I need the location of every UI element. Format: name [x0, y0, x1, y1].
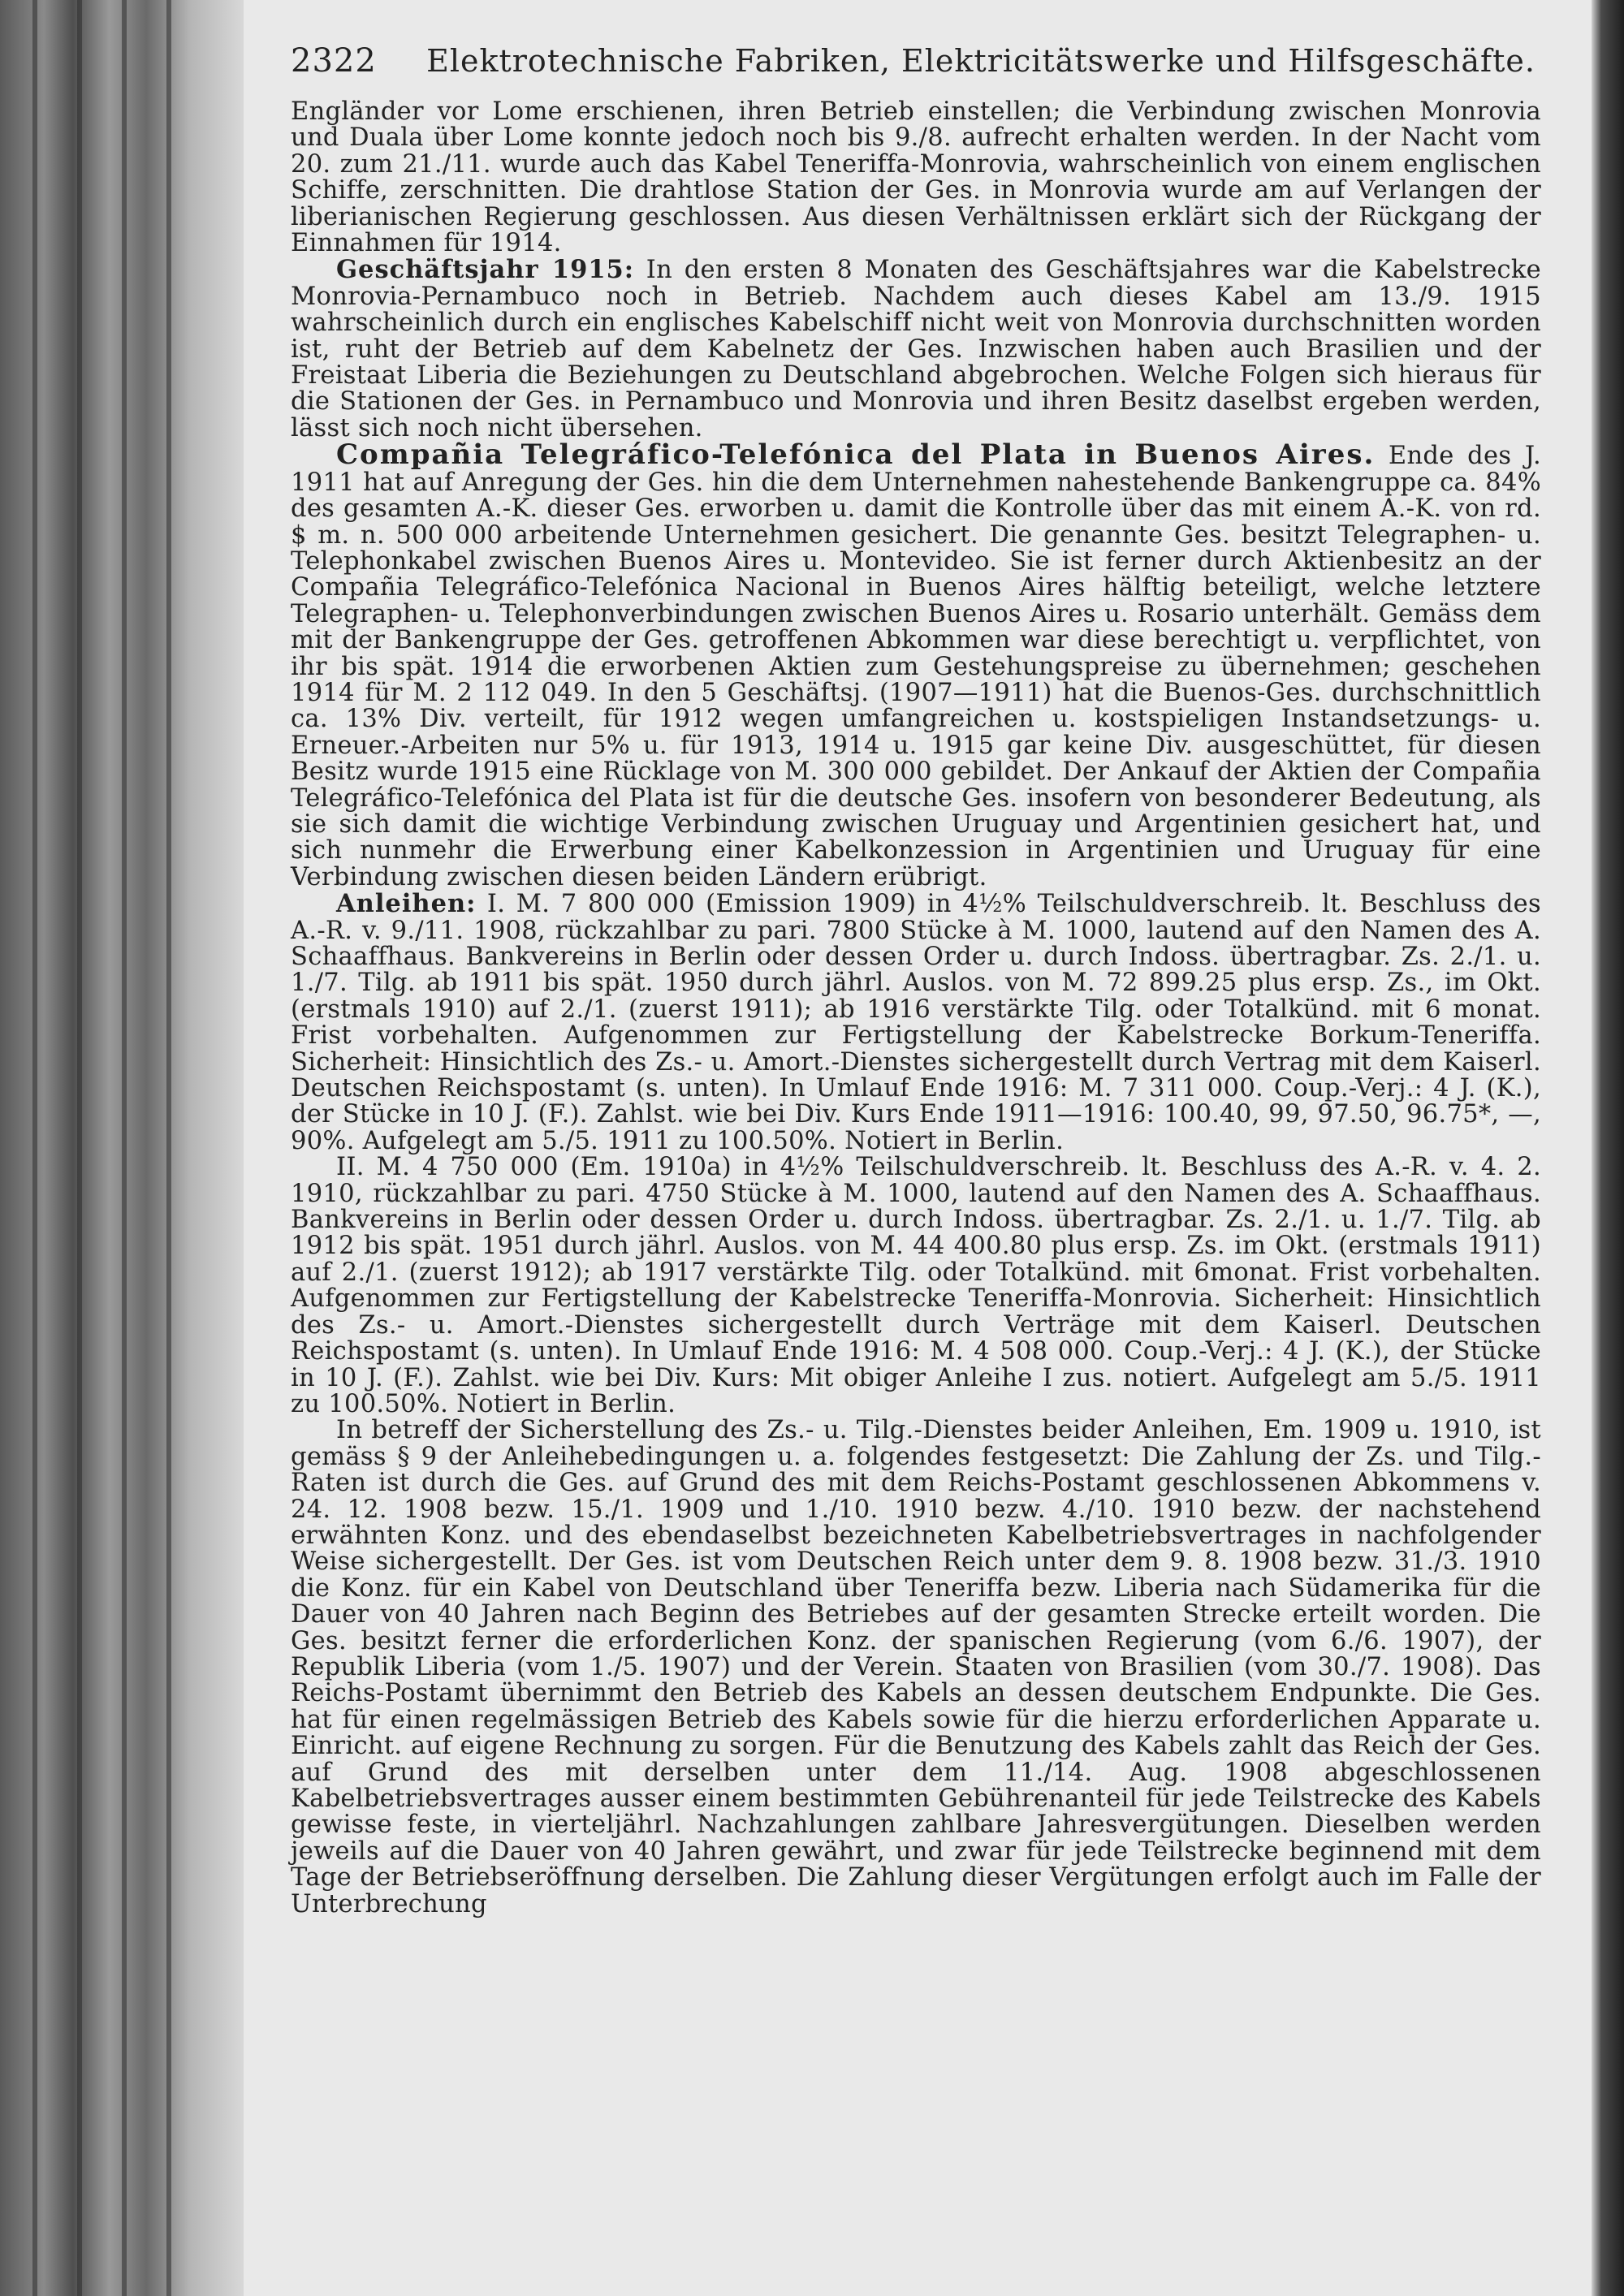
- paragraph-text: Engländer vor Lome erschienen, ihren Betrieb einstellen; die Verbindung zwischen Monrovia und Duala über Lome konnte jedoch noch bis 9./8. aufrecht erhalten werden. In der Nacht vom 20. zum 21./11. wurde auch das Kabel Teneriffa-Monrovia, wahrscheinlich von einem englischen Schiffe, zerschnitten. Die drahtlose Station der Ges. in Monrovia wurde am auf Verlangen der liberianischen Regierung geschlossen. Aus diesen Verhältnissen erklärt sich der Rückgang der Einnahmen für 1914.: [291, 97, 1541, 258]
- page-header: [291, 42, 1541, 80]
- page-body: [291, 99, 1541, 1918]
- paragraph: [291, 891, 1541, 1154]
- book-page: [244, 0, 1592, 2296]
- paragraph-text: Ende des J. 1911 hat auf Anregung der Ges. hin die dem Unternehmen nahestehende Bankengruppe ca. 84% des gesamten A.-K. dieser Ges. erworben u. damit die Kontrolle über das mit einem A.-K. von rd. $ m. n. 500 000 arbeitende Unternehmen gesichert. Die genannte Ges. besitzt Telegraphen- u. Telephonkabel zwischen Buenos Aires u. Montevideo. Sie ist ferner durch Aktienbesitz an der Compañia Telegráfico-Telefónica Nacional in Buenos Aires hälftig beteiligt, welche letztere Telegraphen- u. Telephonverbindungen zwischen Buenos Aires u. Rosario unterhält. Gemäss dem mit der Bankengruppe der Ges. getroffenen Abkommen war diese berechtigt u. verpflichtet, von ihr bis spät. 1914 die erworbenen Aktien zum Gestehungspreise zu übernehmen; geschehen 1914 für M. 2 112 049. In den 5 Geschäftsj. (1907—1911) hat die Buenos-Ges. durchschnittlich ca. 13% Div. verteilt, für 1912 wegen umfangreichen u. kostspieligen Instandsetzungs- u. Erneuer.-Arbeiten nur 5% u. für 1913, 1914 u. 1915 gar keine Div. ausgeschüttet, für diesen Besitz wurde 1915 eine Rücklage von M. 300 000 gebildet. Der Ankauf der Aktien der Compañia Telegráfico-Telefónica del Plata ist für die deutsche Ges. insofern von besonderer Bedeutung, als sie sich damit die wichtige Verbindung zwischen Uruguay und Argentinien gesichert hat, und sich nunmehr die Erwerbung einer Kabelkonzession in Argentinien und Uruguay für eine Verbindung zwischen diesen beiden Ländern erübrigt.: [291, 442, 1542, 891]
- paragraph: [291, 438, 1542, 891]
- paragraph: [291, 1418, 1541, 1918]
- paragraph: [291, 99, 1541, 257]
- binding-stripe: [122, 0, 127, 2296]
- paragraph: [291, 257, 1541, 442]
- paragraph: [291, 1154, 1541, 1418]
- book-binding: [0, 0, 244, 2296]
- paragraph-text: In betreff der Sicherstellung des Zs.- u. Tilg.-Dienstes beider Anleihen, Em. 1909 u. 1910, ist gemäss § 9 der Anleihebedingungen u. a. folgendes festgesetzt: Die Zahlung der Zs. und Tilg.-Raten ist durch die Ges. auf Grund des mit dem Reichs-Postamt geschlossenen Abkommens v. 24. 12. 1908 bezw. 15./1. 1909 und 1./10. 1910 bezw. 4./10. 1910 bezw. der nachstehend erwähnten Konz. und des ebendaselbst bezeichneten Kabelbetriebsvertrages in nachfolgender Weise sichergestellt. Der Ges. ist vom Deutschen Reich unter dem 9. 8. 1908 bezw. 31./3. 1910 die Konz. für ein Kabel von Deutschland über Teneriffa bezw. Liberia nach Südamerika für die Dauer von 40 Jahren nach Beginn des Betriebes auf der gesamten Strecke erteilt worden. Die Ges. besitzt ferner die erforderlichen Konz. der spanischen Regierung (vom 6./6. 1907), der Republik Liberia (vom 1./5. 1907) und der Verein. Staaten von Brasilien (vom 30./7. 1908). Das Reichs-Postamt übernimmt den Betrieb des Kabels an dessen deutschem Endpunkte. Die Ges. hat für einen regelmässigen Betrieb des Kabels sowie für die hierzu erforderlichen Apparate u. Einricht. auf eigene Rechnung zu sorgen. Für die Benutzung des Kabels zahlt das Reich der Ges. auf Grund des mit derselben unter dem 11./14. Aug. 1908 abgeschlossenen Kabelbetriebsvertrages ausser einem bestimmten Gebührenanteil für jede Teilstrecke des Kabels gewisse feste, in vierteljährl. Nachzahlungen zahlbare Jahresvergütungen. Dieselben werden jeweils auf die Dauer von 40 Jahren gewährt, und zwar für jede Teilstrecke beginnend mit dem Tage der Betriebseröffnung derselben. Die Zahlung dieser Vergütungen erfolgt auch im Falle der Unterbrechung: [291, 1416, 1541, 1918]
- page-edge: [1592, 0, 1624, 2296]
- paragraph-text: II. M. 4 750 000 (Em. 1910a) in 4½% Teilschuldverschreib. lt. Beschluss des A.-R. v. 4. 2. 1910, rückzahlbar zu pari. 4750 Stücke à M. 1000, lautend auf den Namen des A. Schaaffhaus. Bankvereins in Berlin oder dessen Order u. durch Indoss. übertragbar. Zs. 2./1. u. 1./7. Tilg. ab 1912 bis spät. 1951 durch jährl. Auslos. von M. 44 400.80 plus ersp. Zs. im Okt. (erstmals 1911) auf 2./1. (zuerst 1912); ab 1917 verstärkte Tilg. oder Totalkünd. mit 6monat. Frist vorbehalten. Aufgenommen zur Fertigstellung der Kabelstrecke Teneriffa-Monrovia. Sicherheit: Hinsichtlich des Zs.- u. Amort.-Dienstes sichergestellt durch Verträge mit dem Kaiserl. Deutschen Reichspostamt (s. unten). In Umlauf Ende 1916: M. 4 508 000. Coup.-Verj.: 4 J. (K.), der Stücke in 10 J. (F.). Zahlst. wie bei Div. Kurs: Mit obiger Anleihe I zus. notiert. Aufgelegt am 5./5. 1911 zu 100.50%. Notiert in Berlin.: [291, 1153, 1541, 1418]
- binding-stripe: [77, 0, 82, 2296]
- running-title: Elektrotechnische Fabriken, Elektricitätswerke und Hilfsgeschäfte.: [426, 43, 1535, 79]
- binding-stripe: [166, 0, 171, 2296]
- page-number: 2322: [291, 42, 377, 80]
- page-sheet: [291, 42, 1541, 1918]
- paragraph-lead: Anleihen:: [336, 889, 477, 919]
- paragraph-text: I. M. 7 800 000 (Emission 1909) in 4½% Teilschuldverschreib. lt. Beschluss des A.-R. v. 9./11. 1908, rückzahlbar zu pari. 7800 Stücke à M. 1000, lautend auf den Namen des A. Schaaffhaus. Bankvereins in Berlin oder dessen Order u. durch Indoss. übertragbar. Zs. 2./1. u. 1./7. Tilg. ab 1911 bis spät. 1950 durch jährl. Auslos. von M. 72 899.25 plus ersp. Zs., im Okt. (erstmals 1910) auf 2./1. (zuerst 1911); ab 1916 verstärkte Tilg. oder Totalkünd. mit 6 monat. Frist vorbehalten. Aufgenommen zur Fertigstellung der Kabelstrecke Borkum-Teneriffa. Sicherheit: Hinsichtlich des Zs.- u. Amort.-Dienstes sichergestellt durch Vertrag mit dem Kaiserl. Deutschen Reichspostamt (s. unten). In Umlauf Ende 1916: M. 7 311 000. Coup.-Verj.: 4 J. (K.), der Stücke in 10 J. (F.). Zahlst. wie bei Div. Kurs Ende 1911—1916: 100.40, 99, 97.50, 96.75*, —, 90%. Aufgelegt am 5./5. 1911 zu 100.50%. Notiert in Berlin.: [291, 890, 1541, 1155]
- paragraph-text: In den ersten 8 Monaten des Geschäftsjahres war die Kabelstrecke Monrovia-Pernambuco noch in Betrieb. Nachdem auch dieses Kabel am 13./9. 1915 wahrscheinlich durch ein englisches Kabelschiff nicht weit von Monrovia durchschnitten worden ist, ruht der Betrieb auf dem Kabelnetz der Ges. Inzwischen haben auch Brasilien und der Freistaat Liberia die Beziehungen zu Deutschland abgebrochen. Welche Folgen sich hieraus für die Stationen der Ges. in Pernambuco und Monrovia und ihren Besitz daselbst ergeben werden, lässt sich noch nicht übersehen.: [291, 256, 1541, 442]
- company-heading: Compañia Telegráfico-Telefónica del Plata in Buenos Aires.: [336, 438, 1376, 472]
- paragraph-lead: Geschäftsjahr 1915:: [336, 255, 635, 285]
- binding-stripe: [32, 0, 37, 2296]
